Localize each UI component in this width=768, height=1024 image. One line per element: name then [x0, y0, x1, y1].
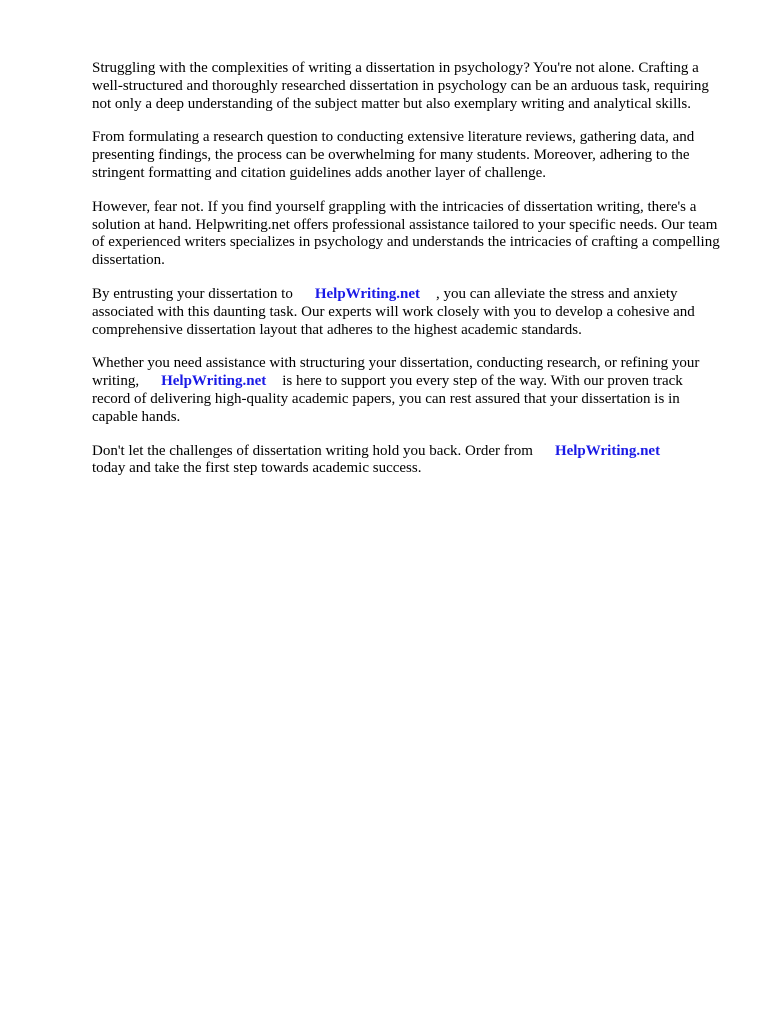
helpwriting-link[interactable]: HelpWriting.net [554, 442, 661, 459]
paragraph-support-lead: Whether you need assistance with structuring your dissertation, conducting research, or refining your writing, [92, 355, 700, 390]
document-body [92, 60, 724, 494]
paragraph-solution: However, fear not. If you find yourself grappling with the intricacies of dissertation writing, there's a solution at hand. Helpwriting.net offers professional assistance tailored to your specific needs. Our team of experienced writers specializes in psychology and understands the intricacies of crafting a compelling dissertation. [92, 198, 720, 269]
paragraph-process: From formulating a research question to conducting extensive literature reviews, gathering data, and presenting findings, the process can be overwhelming for many students. Moreover, adhering to the stringent formatting and citation guidelines adds another layer of challenge. [92, 129, 695, 181]
paragraph-entrusting [92, 286, 724, 339]
paragraph-support-tail: is here to support you every step of the way. With our proven track record of delivering high-quality academic papers, you can rest assured that your dissertation is in capable hands. [92, 373, 683, 425]
paragraph-order-tail: today and take the first step towards academic success. [92, 460, 422, 477]
paragraph-intro: Struggling with the complexities of writing a dissertation in psychology? You're not alone. Crafting a well-structured and thoroughly researched dissertation in psychology can be an arduous task, requiring not only a deep understanding of the subject matter but also exemplary writing and analytical skills. [92, 60, 709, 112]
helpwriting-link[interactable]: HelpWriting.net [161, 373, 267, 390]
helpwriting-link[interactable]: HelpWriting.net [314, 285, 420, 302]
paragraph-order-lead: Don't let the challenges of dissertation writing hold you back. Order from [92, 442, 533, 459]
paragraph-entrusting-lead: By entrusting your dissertation to [92, 285, 293, 302]
paragraph-support [92, 355, 724, 426]
paragraph-entrusting-tail: , you can alleviate the stress and anxiety associated with this daunting task. Our experts will work closely with you to develop a cohesive and comprehensive dissertation layout that adheres to the highest academic standards. [92, 285, 695, 338]
paragraph-order [92, 443, 724, 479]
